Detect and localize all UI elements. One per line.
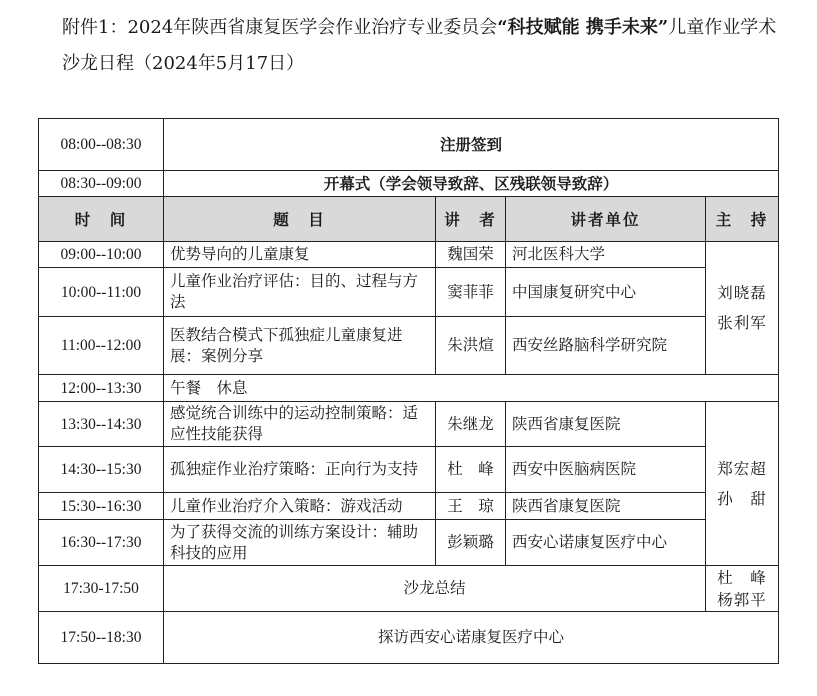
host-name: 张利军 [717,314,767,332]
title-prefix: 附件1：2024年陕西省康复医学会作业治疗专业委员会 [62,17,498,38]
time-cell: 13:30--14:30 [39,402,164,447]
time-cell: 16:30--17:30 [39,520,164,566]
host-cell [706,242,779,375]
table-row [39,375,779,402]
unit-cell: 陕西省康复医院 [506,493,706,520]
host-name: 刘晓磊 [717,284,767,302]
time-cell: 11:00--12:00 [39,317,164,375]
table-row [39,520,779,566]
topic-cell: 医教结合模式下孤独症儿童康复进展：案例分享 [164,317,436,375]
speaker-cell: 杜 峰 [436,447,506,493]
table-row [39,171,779,197]
time-cell: 14:30--15:30 [39,447,164,493]
table-row [39,493,779,520]
visit-cell: 探访西安心诺康复医疗中心 [164,612,779,664]
host-name: 杨郭平 [717,590,767,609]
speaker-cell: 王 琼 [436,493,506,520]
opening-ceremony-cell: 开幕式（学会领导致辞、区残联领导致辞） [164,171,779,197]
col-header-time: 时 间 [39,197,164,242]
host-name: 杜 峰 [717,568,767,587]
speaker-cell: 朱洪煊 [436,317,506,375]
schedule-table [38,118,779,664]
time-cell: 10:00--11:00 [39,268,164,317]
topic-cell: 为了获得交流的训练方案设计：辅助科技的应用 [164,520,436,566]
time-cell: 08:00--08:30 [39,119,164,171]
table-row [39,119,779,171]
host-cell [706,402,779,566]
topic-cell: 孤独症作业治疗策略：正向行为支持 [164,447,436,493]
unit-cell: 西安中医脑病医院 [506,447,706,493]
speaker-cell: 彭颖璐 [436,520,506,566]
topic-cell: 感觉统合训练中的运动控制策略：适应性技能获得 [164,402,436,447]
lunch-cell: 午餐 休息 [164,375,779,402]
table-row [39,268,779,317]
host-name: 郑宏超 [717,459,767,478]
table-row [39,566,779,612]
page-title [62,10,792,82]
col-header-host: 主 持 [706,197,779,242]
speaker-cell: 朱继龙 [436,402,506,447]
table-row [39,447,779,493]
host-cell [706,566,779,612]
unit-cell: 西安丝路脑科学研究院 [506,317,706,375]
topic-cell: 优势导向的儿童康复 [164,242,436,268]
speaker-cell: 窦菲菲 [436,268,506,317]
topic-cell: 儿童作业治疗介入策略：游戏活动 [164,493,436,520]
time-cell: 12:00--13:30 [39,375,164,402]
title-suffix: 儿童作业学术沙龙日程（2024年5月17日） [62,17,777,74]
unit-cell: 河北医科大学 [506,242,706,268]
topic-cell: 儿童作业治疗评估：目的、过程与方法 [164,268,436,317]
table-row [39,402,779,447]
summary-cell: 沙龙总结 [164,566,706,612]
host-name: 孙 甜 [717,489,767,508]
header-row [39,197,779,242]
col-header-unit: 讲者单位 [506,197,706,242]
speaker-cell: 魏国荣 [436,242,506,268]
table-row [39,242,779,268]
table-row [39,612,779,664]
table-row [39,317,779,375]
time-cell: 17:30-17:50 [39,566,164,612]
col-header-speaker: 讲 者 [436,197,506,242]
time-cell: 17:50--18:30 [39,612,164,664]
unit-cell: 中国康复研究中心 [506,268,706,317]
unit-cell: 陕西省康复医院 [506,402,706,447]
time-cell: 08:30--09:00 [39,171,164,197]
registration-cell: 注册签到 [164,119,779,171]
time-cell: 15:30--16:30 [39,493,164,520]
unit-cell: 西安心诺康复医疗中心 [506,520,706,566]
col-header-topic: 题 目 [164,197,436,242]
title-highlight: “科技赋能 携手未来” [497,17,669,38]
time-cell: 09:00--10:00 [39,242,164,268]
